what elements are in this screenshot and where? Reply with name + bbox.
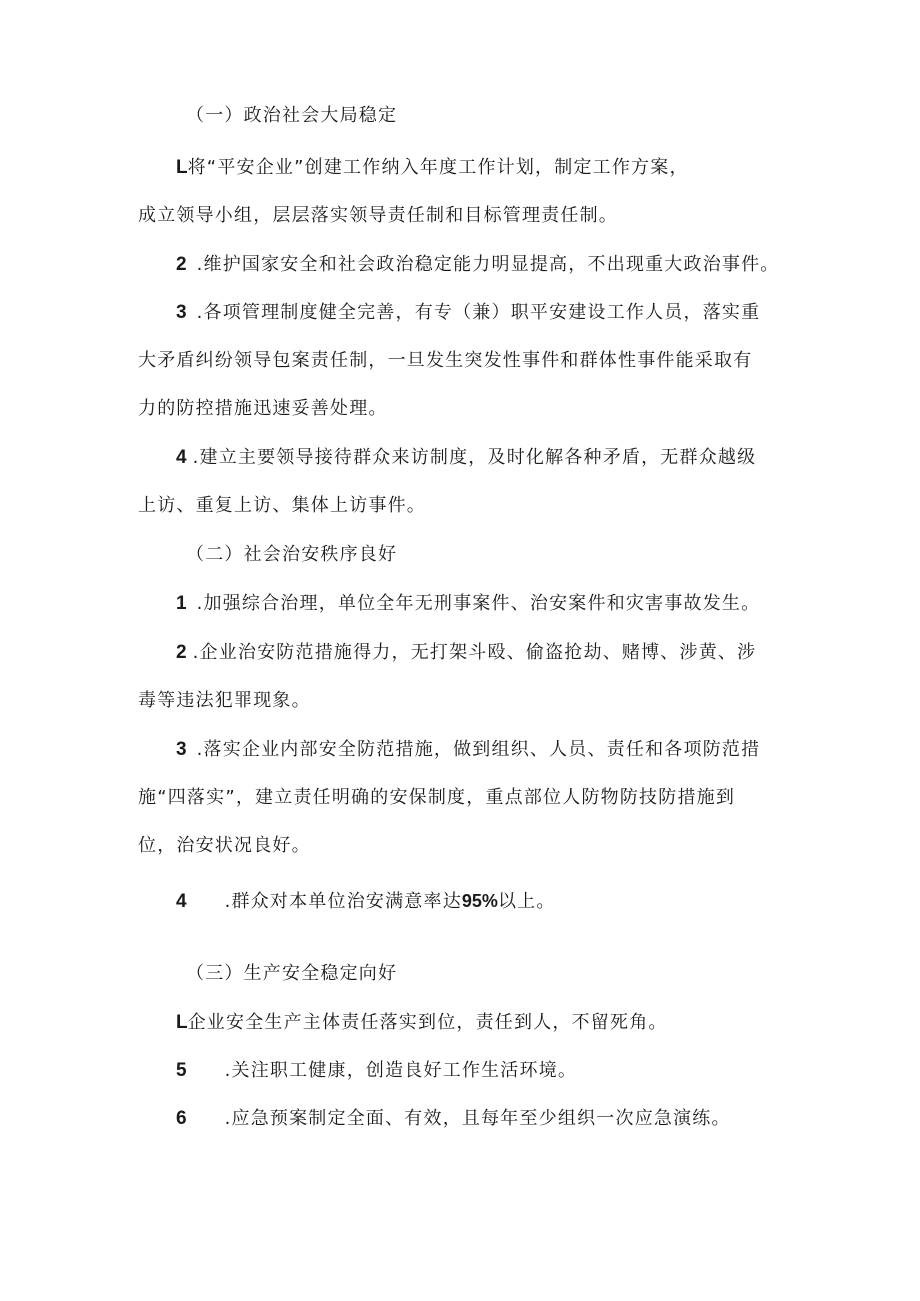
section-heading: （三）生产安全稳定向好 bbox=[186, 963, 398, 984]
item-number: 3 bbox=[176, 302, 187, 323]
item-number: 2 bbox=[176, 254, 187, 275]
list-item bbox=[176, 1107, 846, 1131]
list-item bbox=[176, 156, 846, 180]
item-text: .各项管理制度健全完善，有专（兼）职平安建设工作人员，落实重 bbox=[196, 302, 761, 323]
item-text-line: 位，治安状况良好。 bbox=[138, 835, 311, 856]
list-item bbox=[176, 738, 846, 762]
item-text: .落实企业内部安全防范措施，做到组织、人员、责任和各项防范措 bbox=[196, 739, 761, 760]
item-text: .企业治安防范措施得力，无打架斗殴、偷盗抢劫、赌博、涉黄、涉 bbox=[192, 642, 757, 663]
item-text: .加强综合治理，单位全年无刑事案件、治安案件和灾害事故发生。 bbox=[196, 593, 761, 614]
list-item bbox=[176, 301, 846, 325]
item-number: L bbox=[176, 1012, 188, 1033]
item-text: .关注职工健康，创造良好工作生活环境。 bbox=[224, 1060, 578, 1081]
list-item bbox=[176, 446, 846, 470]
item-text-line: 力的防控措施迅速妥善处理。 bbox=[138, 398, 388, 419]
item-number: 6 bbox=[176, 1108, 187, 1129]
item-number: 2 bbox=[176, 642, 187, 663]
item-text-line: 成立领导小组，层层落实领导责任制和目标管理责任制。 bbox=[138, 205, 618, 226]
list-item bbox=[176, 592, 846, 616]
item-text-line: 毒等违法犯罪现象。 bbox=[138, 690, 311, 711]
item-text-line: 大矛盾纠纷领导包案责任制，一旦发生突发性事件和群体性事件能采取有 bbox=[138, 350, 753, 371]
section-heading: （二）社会治安秩序良好 bbox=[186, 544, 398, 565]
item-text: .应急预案制定全面、有效，且每年至少组织一次应急演练。 bbox=[224, 1108, 731, 1129]
list-item bbox=[176, 1059, 846, 1083]
item-number: 5 bbox=[176, 1060, 187, 1081]
item-number: 1 bbox=[176, 593, 187, 614]
item-number: 4 bbox=[176, 447, 187, 468]
list-item bbox=[176, 889, 846, 914]
item-number: L bbox=[176, 157, 188, 178]
list-item bbox=[176, 1011, 846, 1035]
item-number: 3 bbox=[176, 739, 187, 760]
item-text-line: 上访、重复上访、集体上访事件。 bbox=[138, 495, 426, 516]
item-text-line: 施“四落实”，建立责任明确的安保制度，重点部位人防物防技防措施到 bbox=[138, 787, 736, 808]
item-text: 企业安全生产主体责任落实到位，责任到人，不留死角。 bbox=[187, 1012, 668, 1033]
list-item bbox=[176, 641, 846, 665]
item-number: 4 bbox=[176, 891, 187, 912]
list-item bbox=[176, 253, 846, 277]
item-text: .建立主要领导接待群众来访制度，及时化解各种矛盾，无群众越级 bbox=[192, 447, 757, 468]
satisfaction-rate: 95% bbox=[461, 891, 498, 911]
item-text: 以上。 bbox=[497, 891, 556, 912]
item-text: .维护国家安全和社会政治稳定能力明显提高，不出现重大政治事件。 bbox=[196, 254, 780, 275]
item-text: 将“平安企业”创建工作纳入年度工作计划，制定工作方案， bbox=[187, 157, 689, 178]
section-heading: （一）政治社会大局稳定 bbox=[186, 105, 398, 126]
item-text: .群众对本单位治安满意率达 bbox=[224, 891, 462, 912]
